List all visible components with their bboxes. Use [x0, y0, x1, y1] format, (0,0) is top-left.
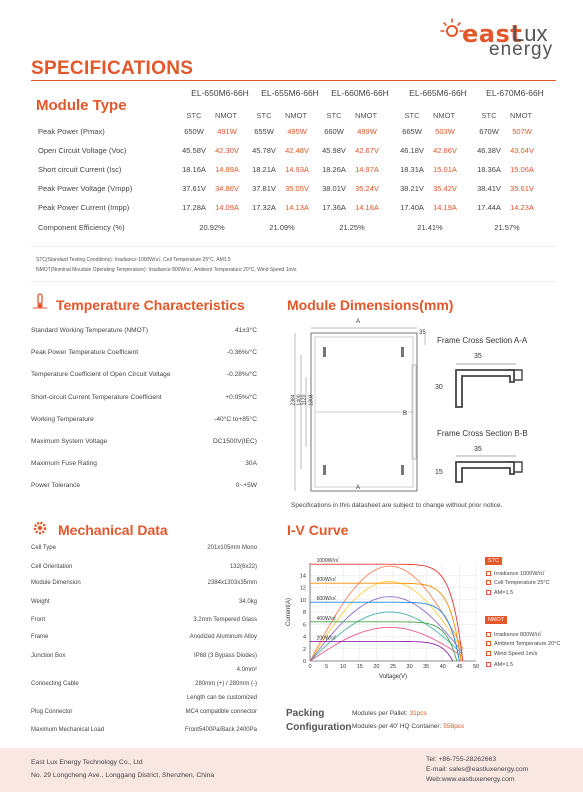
- efficiency-value: 20.92%: [199, 223, 225, 232]
- y-tick-label: 10: [299, 597, 306, 604]
- stc-legend-item: [486, 590, 513, 596]
- footer-company: East Lux Energy Technology Co., Ltd: [31, 759, 143, 766]
- stc-value: 670W: [479, 127, 499, 136]
- nmot-legend-text: AM=1.5: [494, 661, 514, 668]
- series-label: 600W/㎡: [316, 596, 337, 603]
- nmot-value: 15.01A: [433, 165, 457, 174]
- dim-2384: 2384: [290, 394, 297, 406]
- spec-row-label: Peak Power (Pmax): [38, 127, 105, 136]
- temp-label: Peak Power Temperature Coefficient: [31, 349, 139, 357]
- logo-lux: Lux: [512, 21, 548, 46]
- stc-value: 45.58V: [182, 146, 206, 155]
- nmot-value: 42.48V: [285, 146, 309, 155]
- configuration-label: Configuration: [286, 722, 352, 733]
- section-b-profile: [448, 454, 528, 486]
- stc-value: 18.31A: [400, 165, 424, 174]
- mech-value: 2384x1303x35mm: [207, 580, 257, 586]
- dimensions-title: Module Dimensions(mm): [287, 297, 454, 313]
- nmot-value: 35.24V: [355, 184, 379, 193]
- stc-value: 37.81V: [252, 184, 276, 193]
- nmot-value: 34.86V: [215, 184, 239, 193]
- x-tick-label: 15: [356, 664, 363, 670]
- page-title: SPECIFICATIONS: [31, 58, 194, 79]
- stc-value: 45.98V: [322, 146, 346, 155]
- nmot-legend-item: [486, 630, 541, 638]
- stc-col-header: STC: [256, 111, 272, 120]
- nmot-col-header: NMOT: [284, 111, 308, 120]
- footer-web: Web:www.eastluxenergy.com: [426, 776, 515, 783]
- iv-series-line: [310, 641, 453, 661]
- packing-label: Packing: [286, 708, 325, 719]
- logo-energy: energy: [489, 39, 554, 60]
- model-header: EL-670M6-66H: [486, 88, 544, 98]
- dim-35-a: 35: [474, 353, 482, 360]
- gear-icon: [32, 520, 48, 536]
- mech-label: Maximum Mechanical Load: [31, 727, 105, 733]
- y-tick-label: 0: [302, 659, 306, 665]
- nmot-value: 14.13A: [285, 203, 309, 212]
- nmot-value: 42.67V: [355, 146, 379, 155]
- mechanical-title: Mechanical Data: [58, 522, 168, 538]
- stc-legend-text: Irradiance 1000W/㎡: [494, 571, 545, 577]
- y-tick-label: 14: [299, 573, 306, 580]
- stc-col-header: STC: [404, 111, 420, 120]
- dim-1400: 1400: [296, 394, 303, 406]
- mech-value: 4.0mm²: [236, 667, 257, 673]
- label-b: B: [403, 411, 408, 417]
- x-tick-label: 25: [389, 664, 397, 670]
- mech-value: 280mm (+) / 280mm (-): [195, 681, 257, 687]
- sun-logo-icon: [440, 17, 464, 41]
- spec-row-label: Short circuit Current (Isc): [38, 165, 122, 174]
- temp-label: Standard Working Temperature (NMOT): [31, 327, 149, 334]
- mech-label: Weight: [31, 599, 50, 605]
- stc-value: 38.01V: [322, 184, 346, 193]
- model-header: EL-665M6-66H: [409, 88, 467, 98]
- nmot-col-header: NMOT: [354, 111, 378, 120]
- iv-curve-title: I-V Curve: [287, 522, 349, 538]
- stc-value: 665W: [402, 127, 422, 136]
- mech-label: Cell Orientation: [31, 564, 73, 570]
- stc-col-header: STC: [186, 111, 202, 120]
- nmot-legend-text: Irradiance 800W/㎡: [494, 632, 542, 638]
- model-header: EL-650M6-66H: [191, 88, 249, 98]
- legend-bullet-icon: [486, 571, 491, 576]
- stc-value: 17.28A: [182, 203, 206, 212]
- mech-value: 34.0kg: [238, 599, 257, 605]
- temp-value: DC1500V(IEC): [213, 438, 257, 445]
- iv-chart: [284, 557, 484, 685]
- dim-35-b: 35: [474, 446, 482, 453]
- footer: [0, 748, 583, 792]
- x-tick-label: 45: [456, 664, 463, 670]
- x-tick-label: 40: [439, 664, 446, 670]
- stc-value: 38.21V: [400, 184, 424, 193]
- legend-bullet-icon: [486, 580, 491, 585]
- module-type-title: Module Type: [36, 97, 127, 114]
- pallet-label: Modules per Pallet:: [352, 710, 408, 717]
- container-value: 558pcs: [443, 723, 465, 730]
- nmot-legend-text: Wind Speed 1m/s: [494, 651, 538, 657]
- title-divider: [31, 80, 556, 81]
- mech-value: 3.2mm Tempered Glass: [193, 617, 257, 623]
- y-axis-label: Current(A): [286, 597, 292, 627]
- nmot-legend-item: [486, 662, 513, 668]
- nmot-value: 495W: [287, 127, 307, 136]
- nmot-value: 491W: [217, 127, 237, 136]
- pallet-value: 31pcs: [409, 710, 427, 717]
- x-tick-label: 30: [406, 664, 413, 670]
- mech-value: IP68 (3 Bypass Diodes): [193, 653, 257, 659]
- model-header: EL-655M6-66H: [261, 88, 319, 98]
- x-tick-label: 20: [373, 664, 380, 670]
- stc-value: 18.16A: [182, 165, 206, 174]
- stc-legend-item: [486, 569, 544, 577]
- section-b-label: Frame Cross Section B-B: [437, 429, 528, 438]
- nmot-value: 35.42V: [433, 184, 457, 193]
- model-header: EL-660M6-66H: [331, 88, 389, 98]
- stc-value: 17.44A: [477, 203, 501, 212]
- footer-email: E-mail: sales@eastluxenergy.com: [426, 766, 529, 773]
- temp-value: -40°C to+85°C: [214, 415, 257, 423]
- nmot-tag: NMOT: [485, 616, 507, 624]
- dim-15: 15: [435, 469, 443, 476]
- stc-value: 38.41V: [477, 184, 501, 193]
- spec-row-label: Peak Power Current (Impp): [38, 203, 130, 212]
- section-a-profile: [448, 362, 528, 412]
- mech-label: Plug Connector: [31, 709, 73, 715]
- dim-1303: 1303: [308, 394, 315, 406]
- legend-bullet-icon: [486, 662, 491, 667]
- dim-35-top: 35: [419, 330, 426, 336]
- stc-value: 17.36A: [322, 203, 346, 212]
- mech-label: Connecting Cable: [31, 681, 79, 687]
- stc-tag: STC: [485, 557, 502, 565]
- stc-value: 655W: [254, 127, 274, 136]
- stc-value: 650W: [184, 127, 204, 136]
- legend-bullet-icon: [486, 632, 491, 637]
- nmot-value: 42.86V: [433, 146, 457, 155]
- thermometer-icon: [32, 293, 48, 309]
- temp-value: 30A: [245, 460, 257, 468]
- nmot-legend-item: [486, 641, 560, 647]
- mech-value: Anodized Aluminum Alloy: [189, 634, 257, 640]
- stc-value: 45.78V: [252, 146, 276, 155]
- series-label: 800W/㎡: [316, 577, 337, 584]
- nmot-col-header: NMOT: [214, 111, 238, 120]
- temp-value: 41±3°C: [234, 327, 257, 334]
- mech-value: 132(6x22): [229, 564, 257, 570]
- temp-value: -0.36%/°C: [226, 349, 257, 357]
- nmot-value: 14.19A: [433, 203, 457, 212]
- stc-legend-text: AM=1.5: [494, 590, 514, 596]
- nmot-col-header: NMOT: [509, 111, 533, 120]
- mech-label: Front: [31, 617, 46, 623]
- mech-label: Frame: [31, 634, 49, 640]
- temp-label: Maximum System Voltage: [31, 438, 108, 445]
- section-a-label: Frame Cross Section A-A: [437, 336, 528, 345]
- spec-row-label: Open Circuit Voltage (Voc): [38, 146, 127, 155]
- temp-label: Working Temperature: [31, 415, 94, 423]
- mech-label: Junction Box: [31, 653, 66, 659]
- nmot-value: 14.09A: [215, 203, 239, 212]
- notes-bottom-divider: [31, 281, 556, 282]
- temperature-title: Temperature Characteristics: [56, 297, 245, 313]
- mech-label: Cell Type: [31, 545, 56, 551]
- efficiency-value: 21.57%: [494, 223, 520, 232]
- nmot-value: 499W: [357, 127, 377, 136]
- stc-value: 18.36A: [477, 165, 501, 174]
- legend-bullet-icon: [486, 651, 491, 656]
- nmot-value: 14.23A: [510, 203, 534, 212]
- dim-30: 30: [435, 384, 443, 391]
- x-tick-label: 50: [472, 664, 480, 670]
- stc-value: 18.21A: [252, 165, 276, 174]
- efficiency-label: Component Efficiency (%): [38, 223, 125, 232]
- temp-label: Maximum Fuse Rating: [31, 460, 97, 468]
- temp-label: Short-circuit Current Temperature Coefficient: [31, 393, 162, 401]
- nmot-value: 15.06A: [510, 165, 534, 174]
- temp-value: -0.28%/°C: [226, 371, 257, 379]
- stc-value: 17.40A: [400, 203, 424, 212]
- efficiency-value: 21.25%: [339, 223, 365, 232]
- temp-label: Power Tolerance: [31, 482, 80, 490]
- container-info: [352, 723, 464, 730]
- series-label: 400W/㎡: [316, 615, 337, 622]
- nmot-col-header: NMOT: [432, 111, 456, 120]
- legend-bullet-icon: [486, 641, 491, 646]
- x-tick-label: 5: [325, 664, 329, 670]
- x-tick-label: 10: [340, 664, 347, 670]
- nmot-value: 42.30V: [215, 146, 239, 155]
- notes-divider: [31, 246, 556, 247]
- label-a-bottom: A: [356, 485, 361, 491]
- stc-value: 37.61V: [182, 184, 206, 193]
- nmot-value: 14.97A: [355, 165, 379, 174]
- legend-bullet-icon: [486, 590, 491, 595]
- y-tick-label: 12: [299, 585, 306, 592]
- y-tick-label: 8: [302, 610, 306, 616]
- stc-legend-item: [486, 580, 550, 586]
- nmot-value: 14.93A: [285, 165, 309, 174]
- spec-row-label: Peak Power Voltage (Vmpp): [38, 184, 133, 193]
- stc-value: 17.32A: [252, 203, 276, 212]
- disclaimer: Specifications in this datasheet are subject to change without prior notice.: [291, 502, 503, 509]
- series-label: 200W/㎡: [316, 635, 337, 642]
- y-tick-label: 6: [302, 622, 306, 629]
- mech-label: Module Dimension: [31, 580, 81, 586]
- mech-value: Front5400Pa/Back 2400Pa: [184, 727, 257, 733]
- stc-note: STC(Standard Testing Conditions): Irradiance 1000W/㎡, Cell Temperature 25°C, AM1.5: [36, 257, 231, 263]
- efficiency-value: 21.41%: [417, 223, 443, 232]
- stc-value: 46.38V: [477, 146, 501, 155]
- stc-value: 46.18V: [400, 146, 424, 155]
- nmot-legend-text: Ambient Temperature 20°C: [494, 640, 561, 647]
- mech-value: 201x105mm Mono: [207, 545, 257, 551]
- nmot-value: 503W: [435, 127, 455, 136]
- nmot-value: 43.04V: [510, 146, 534, 155]
- pallet-info: [352, 710, 427, 717]
- nmot-value: 14.89A: [215, 165, 239, 174]
- nmot-legend-item: [486, 651, 537, 657]
- nmot-value: 35.05V: [285, 184, 309, 193]
- x-tick-label: 0: [308, 664, 312, 670]
- label-a-top: A: [356, 319, 361, 325]
- x-tick-label: 35: [423, 664, 430, 670]
- mech-value: Length can be customized: [186, 695, 257, 701]
- stc-legend-text: Cell Temperature 25°C: [494, 579, 550, 586]
- mech-value: MC4 compatible connector: [185, 709, 257, 715]
- stc-value: 660W: [324, 127, 344, 136]
- y-tick-label: 4: [302, 634, 306, 641]
- nmot-value: 35.61V: [510, 184, 534, 193]
- logo-east: east: [462, 20, 523, 48]
- efficiency-value: 21.09%: [269, 223, 295, 232]
- nmot-value: 507W: [512, 127, 532, 136]
- y-tick-label: 2: [302, 646, 306, 653]
- series-label: 1000W/㎡: [316, 558, 339, 565]
- temp-label: Temperature Coefficient of Open Circuit Voltage: [31, 371, 171, 379]
- container-label: Modules per 40' HQ Container:: [352, 723, 442, 730]
- x-axis-label: Voltage(V): [378, 674, 408, 680]
- dim-1120: 1120: [301, 394, 308, 406]
- temp-value: +0.05%/°C: [225, 393, 257, 401]
- temp-value: 0~+5W: [235, 482, 257, 490]
- footer-address: No. 29 Longcheng Ave., Longgang District, Shenzhen, China: [31, 772, 215, 779]
- stc-value: 18.26A: [322, 165, 346, 174]
- nmot-note: NMOT(Nominal Moudule Operating Temperature): Irradiance 800W/㎡, Ambient Temperature 20°C, Wind Speed 1m/s: [36, 267, 297, 273]
- stc-col-header: STC: [481, 111, 497, 120]
- footer-tel: Tel: +86-755-28262663: [426, 756, 497, 763]
- module-drawing: [285, 325, 435, 505]
- nmot-value: 14.16A: [355, 203, 379, 212]
- stc-col-header: STC: [326, 111, 342, 120]
